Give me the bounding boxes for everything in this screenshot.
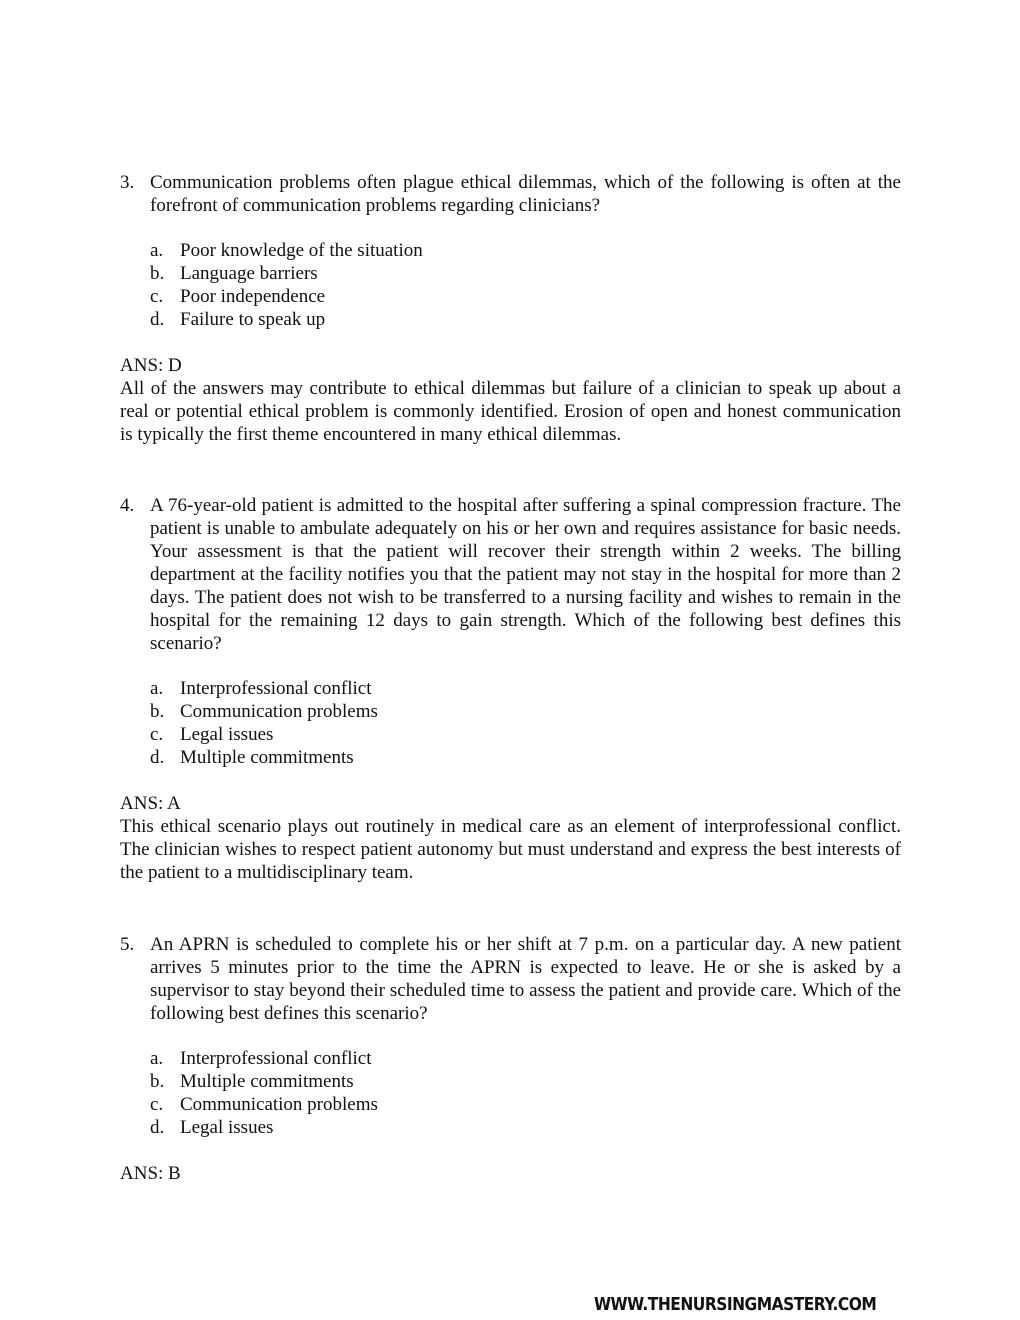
option-letter: d. [150,309,165,330]
question-text: Communication problems often plague ethical dilemmas, which of the following is often at the forefront of communication problems regarding clinicians? [150,172,901,216]
answer-explanation: This ethical scenario plays out routinely in medical care as an element of interprofessional conflict. The clinician wishes to respect patient autonomy but must understand and express the best interests of the patient to a multidisciplinary team. [120,816,901,883]
option-letter: a. [150,240,164,261]
answer-explanation: All of the answers may contribute to ethical dilemmas but failure of a clinician to speak up about a real or potential ethical problem is commonly identified. Erosion of open and honest communication is typically the first theme encountered in many ethical dilemmas. [120,378,901,445]
option-a [150,239,901,262]
option-letter: d. [150,747,165,768]
question-stem [120,171,901,217]
option-d [150,746,901,769]
option-a [150,1047,901,1070]
option-letter: a. [150,1048,164,1069]
footer-website-link[interactable]: WWW.THENURSINGMASTERY.COM [594,1294,877,1315]
answer-options [150,1047,901,1139]
question-5 [120,933,901,1185]
option-text: Legal issues [180,1117,274,1138]
question-stem [120,494,901,655]
option-a [150,677,901,700]
option-text: Poor knowledge of the situation [180,240,423,261]
option-text: Legal issues [180,724,274,745]
option-c [150,1093,901,1116]
answer-options [150,239,901,331]
option-letter: c. [150,724,164,745]
option-text: Language barriers [180,263,318,284]
answer-key: ANS: D [120,355,182,376]
option-d [150,308,901,331]
option-c [150,723,901,746]
question-4 [120,494,901,884]
option-b [150,262,901,285]
option-c [150,285,901,308]
question-number: 5. [120,934,135,955]
option-b [150,1070,901,1093]
option-letter: a. [150,678,164,699]
option-letter: c. [150,1094,164,1115]
option-text: Multiple commitments [180,1071,354,1092]
option-b [150,700,901,723]
option-text: Interprofessional conflict [180,678,372,699]
option-letter: b. [150,263,165,284]
question-text: An APRN is scheduled to complete his or her shift at 7 p.m. on a particular day. A new patient arrives 5 minutes prior to the time the APRN is expected to leave. He or she is asked by a supervisor to stay beyond their scheduled time to assess the patient and provide care. Which of the following best defines this scenario? [150,934,901,1024]
option-text: Communication problems [180,1094,378,1115]
question-3 [120,171,901,446]
option-text: Failure to speak up [180,309,326,330]
question-stem [120,933,901,1025]
question-text: A 76-year-old patient is admitted to the hospital after suffering a spinal compression fracture. The patient is unable to ambulate adequately on his or her own and requires assistance for basic needs. Your assessment is that the patient will recover their strength within 2 weeks. The billing department at the facility notifies you that the patient may not stay in the hospital for more than 2 days. The patient does not wish to be transferred to a nursing facility and wishes to remain in the hospital for the remaining 12 days to gain strength. Which of the following best defines this scenario? [150,495,901,654]
option-letter: b. [150,1071,165,1092]
option-letter: d. [150,1117,165,1138]
question-number: 3. [120,172,135,193]
answer-key: ANS: B [120,1163,181,1184]
option-letter: b. [150,701,165,722]
question-number: 4. [120,495,135,516]
answer-options [150,677,901,769]
option-text: Communication problems [180,701,378,722]
option-text: Multiple commitments [180,747,354,768]
option-letter: c. [150,286,164,307]
option-text: Poor independence [180,286,326,307]
option-text: Interprofessional conflict [180,1048,372,1069]
answer-key: ANS: A [120,793,181,814]
option-d [150,1116,901,1139]
